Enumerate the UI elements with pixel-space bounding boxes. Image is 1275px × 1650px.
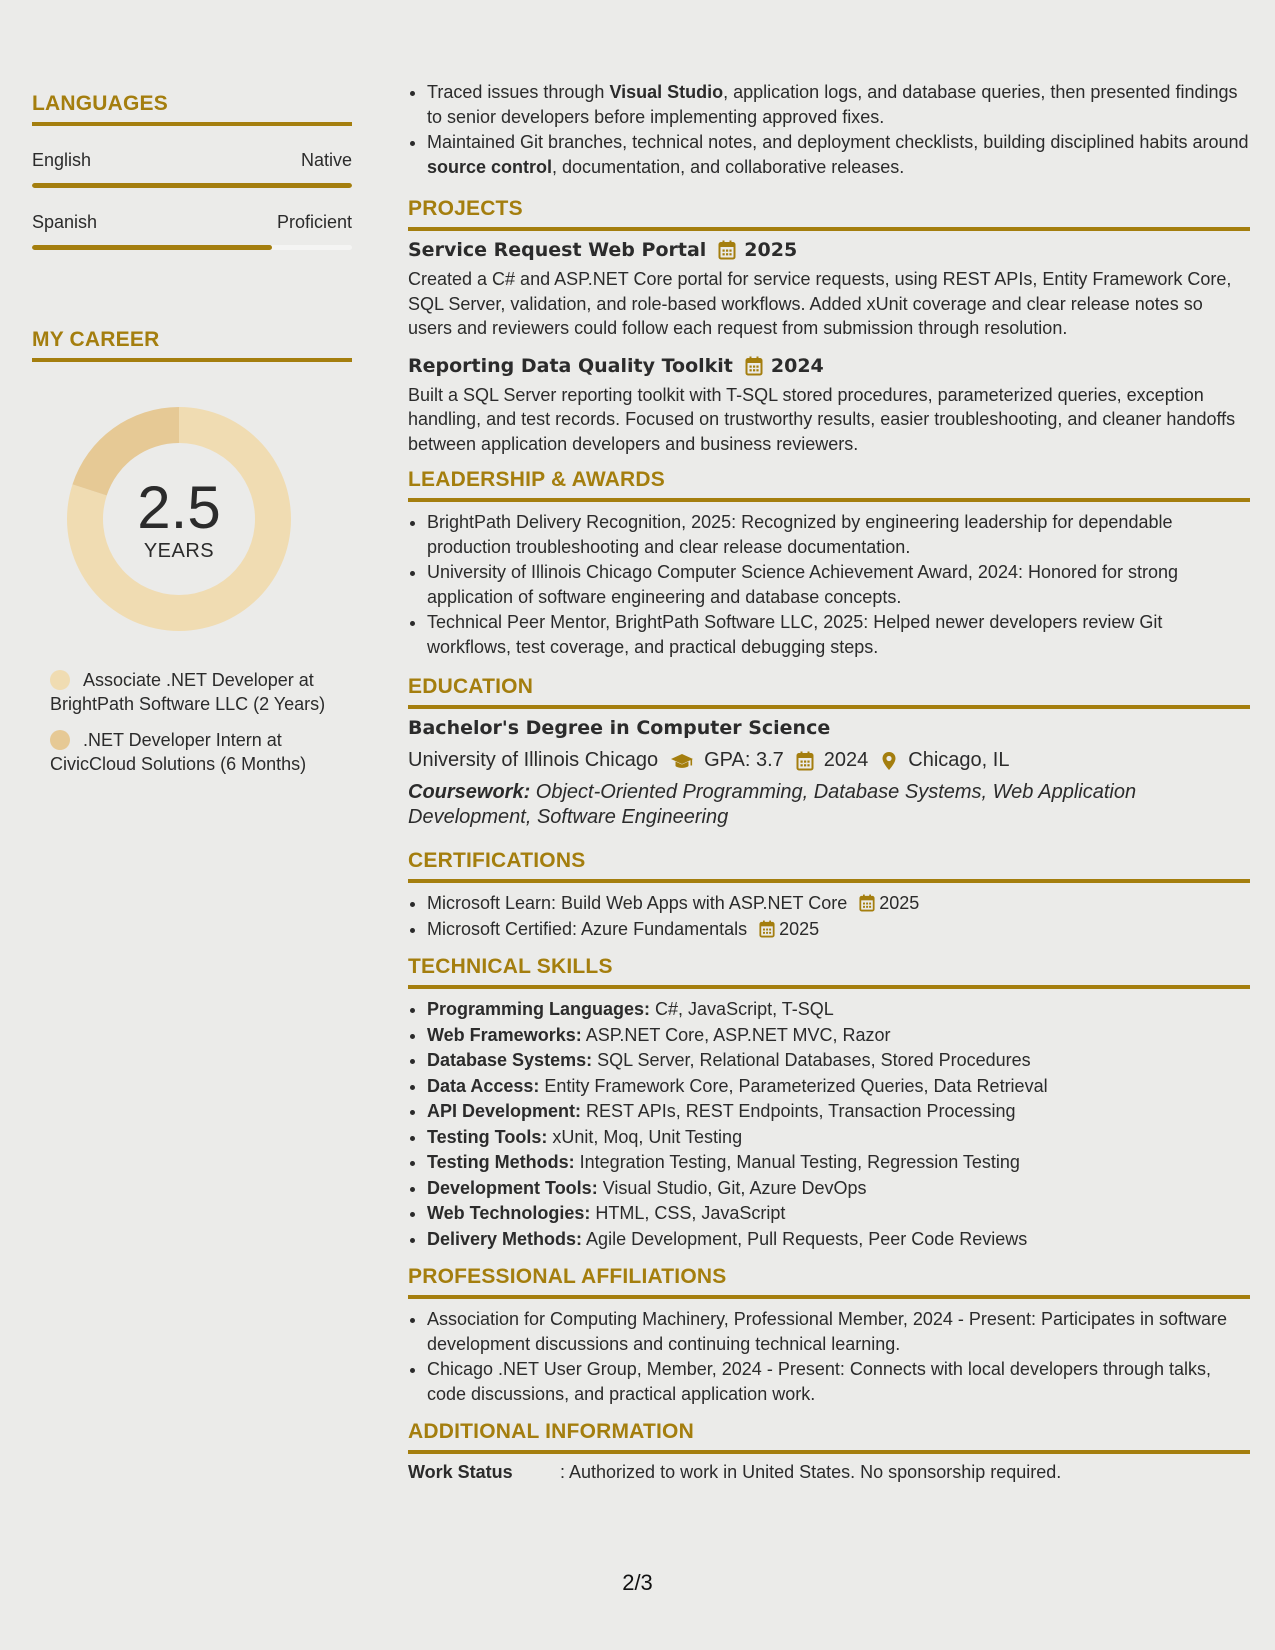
list-item: • Association for Computing Machinery, Professional Member, 2024 - Present: Participates in software development discussions and continuing technical learning.	[427, 1307, 1250, 1356]
leadership-heading: LEADERSHIP & AWARDS	[408, 468, 1250, 502]
experience-bullets	[408, 80, 1250, 179]
list-item: • Traced issues through Visual Studio, application logs, and database queries, then presented findings to senior developers before implementing approved fixes.	[427, 80, 1250, 129]
list-item	[427, 891, 1250, 916]
career-total-unit: YEARS	[143, 540, 215, 562]
skills-list	[408, 997, 1250, 1251]
calendar-icon	[796, 751, 814, 771]
list-item: • Programming Languages: C#, JavaScript, T-SQL	[427, 997, 1250, 1022]
list-item: • Maintained Git branches, technical notes, and deployment checklists, building disciplined habits around source control, documentation, and collaborative releases.	[427, 130, 1250, 179]
list-item: • Web Technologies: HTML, CSS, JavaScript	[427, 1201, 1250, 1226]
left-column	[32, 92, 352, 788]
education-location: Chicago, IL	[908, 749, 1010, 771]
language-proficiency-bar	[32, 245, 352, 250]
coursework	[408, 780, 1250, 829]
list-item: • Testing Methods: Integration Testing, Manual Testing, Regression Testing	[427, 1150, 1250, 1175]
certifications-heading: CERTIFICATIONS	[408, 849, 1250, 883]
coursework-list: Object-Oriented Programming, Database Systems, Web Application Development, Software Engineering	[408, 781, 1137, 828]
list-item: • BrightPath Delivery Recognition, 2025: Recognized by engineering leadership for dependable production troubleshooting and clear release documentation.	[427, 510, 1250, 559]
gpa: GPA: 3.7	[704, 749, 784, 771]
graduation-year: 2024	[823, 749, 869, 771]
certification-name: • Microsoft Certified: Azure Fundamentals	[427, 918, 748, 939]
language-proficiency-bar	[32, 183, 352, 188]
language-name: Spanish	[32, 212, 98, 232]
language-spanish	[32, 212, 352, 250]
project-name: Service Request Web Portal	[408, 239, 707, 261]
list-item: • Delivery Methods: Agile Development, Pull Requests, Peer Code Reviews	[427, 1227, 1250, 1252]
career-section	[32, 328, 352, 776]
calendar-icon	[759, 920, 775, 938]
projects-heading: PROJECTS	[408, 197, 1250, 231]
project-item	[408, 355, 1250, 457]
graduation-cap-icon	[670, 751, 694, 771]
career-legend	[50, 668, 352, 776]
career-donut-chart	[66, 406, 292, 632]
leadership-list	[408, 510, 1250, 659]
career-heading: MY CAREER	[32, 328, 352, 362]
project-year: 2025	[744, 239, 798, 261]
coursework-label: Coursework:	[408, 781, 531, 803]
project-description: Created a C# and ASP.NET Core portal for service requests, using REST APIs, Entity Framework Core, SQL Server, validation, and role-based workflows. Added xUnit coverage and clear release notes so users and reviewers could follow each request from submission through resolution.	[408, 269, 1232, 338]
legend-item	[50, 668, 352, 716]
list-item: • University of Illinois Chicago Computer Science Achievement Award, 2024: Honored for strong application of software engineering and database concepts.	[427, 560, 1250, 609]
additional-info-heading: ADDITIONAL INFORMATION	[408, 1420, 1250, 1454]
affiliations-heading: PROFESSIONAL AFFILIATIONS	[408, 1265, 1250, 1299]
degree-title: Bachelor's Degree in Computer Science	[408, 717, 831, 739]
project-year: 2024	[770, 354, 824, 377]
certification-year: 2025	[779, 918, 820, 939]
calendar-icon	[745, 356, 763, 376]
work-status-label: Work Status	[408, 1462, 513, 1482]
calendar-icon	[859, 894, 875, 912]
legend-dot	[50, 730, 70, 750]
project-description: Built a SQL Server reporting toolkit with T-SQL stored procedures, parameterized queries, exception handling, and test records. Focused on trustworthy results, easier troubleshooting, and cleaner handoffs between application developers and business reviewers.	[408, 384, 1236, 454]
list-item: • Database Systems: SQL Server, Relational Databases, Stored Procedures	[427, 1048, 1250, 1073]
language-name: English	[32, 150, 92, 170]
legend-item	[50, 728, 352, 776]
legend-dot	[50, 670, 70, 690]
language-english	[32, 150, 352, 188]
legend-label: .NET Developer Intern at CivicCloud Solutions (6 Months)	[50, 730, 307, 774]
language-level: Proficient	[276, 212, 352, 232]
location-pin-icon	[880, 751, 898, 771]
work-status-value: : Authorized to work in United States. No sponsorship required.	[560, 1462, 1062, 1482]
list-item: • Data Access: Entity Framework Core, Parameterized Queries, Data Retrieval	[427, 1074, 1250, 1099]
certifications-list	[408, 891, 1250, 941]
certification-name: • Microsoft Learn: Build Web Apps with ASP.NET Core	[427, 893, 848, 913]
school-name: University of Illinois Chicago	[408, 749, 659, 771]
language-proficiency-fill	[32, 245, 272, 250]
calendar-icon	[718, 240, 736, 260]
list-item: • Development Tools: Visual Studio, Git, Azure DevOps	[427, 1176, 1250, 1201]
legend-label: Associate .NET Developer at BrightPath Software LLC (2 Years)	[50, 670, 326, 714]
education-meta	[408, 749, 1250, 772]
language-proficiency-fill	[32, 183, 352, 188]
career-total-value: 2.5	[137, 474, 221, 541]
languages-heading: LANGUAGES	[32, 92, 352, 126]
project-name: Reporting Data Quality Toolkit	[408, 354, 733, 377]
list-item	[427, 917, 1250, 942]
list-item: • Web Frameworks: ASP.NET Core, ASP.NET MVC, Razor	[427, 1023, 1250, 1048]
work-status-row	[408, 1462, 1250, 1483]
list-item: • Chicago .NET User Group, Member, 2024 - Present: Connects with local developers through talks, code discussions, and practical application work.	[427, 1357, 1250, 1406]
page-number: 2/3	[622, 1570, 653, 1595]
project-item	[408, 239, 1250, 341]
affiliations-list	[408, 1307, 1250, 1406]
certification-year: 2025	[879, 893, 920, 913]
language-level: Native	[300, 150, 352, 170]
right-column	[408, 80, 1250, 1483]
education-heading: EDUCATION	[408, 675, 1250, 709]
skills-heading: TECHNICAL SKILLS	[408, 955, 1250, 989]
list-item: • API Development: REST APIs, REST Endpoints, Transaction Processing	[427, 1099, 1250, 1124]
list-item: • Technical Peer Mentor, BrightPath Software LLC, 2025: Helped newer developers review Git workflows, test coverage, and practical debugging steps.	[427, 610, 1250, 659]
list-item: • Testing Tools: xUnit, Moq, Unit Testing	[427, 1125, 1250, 1150]
